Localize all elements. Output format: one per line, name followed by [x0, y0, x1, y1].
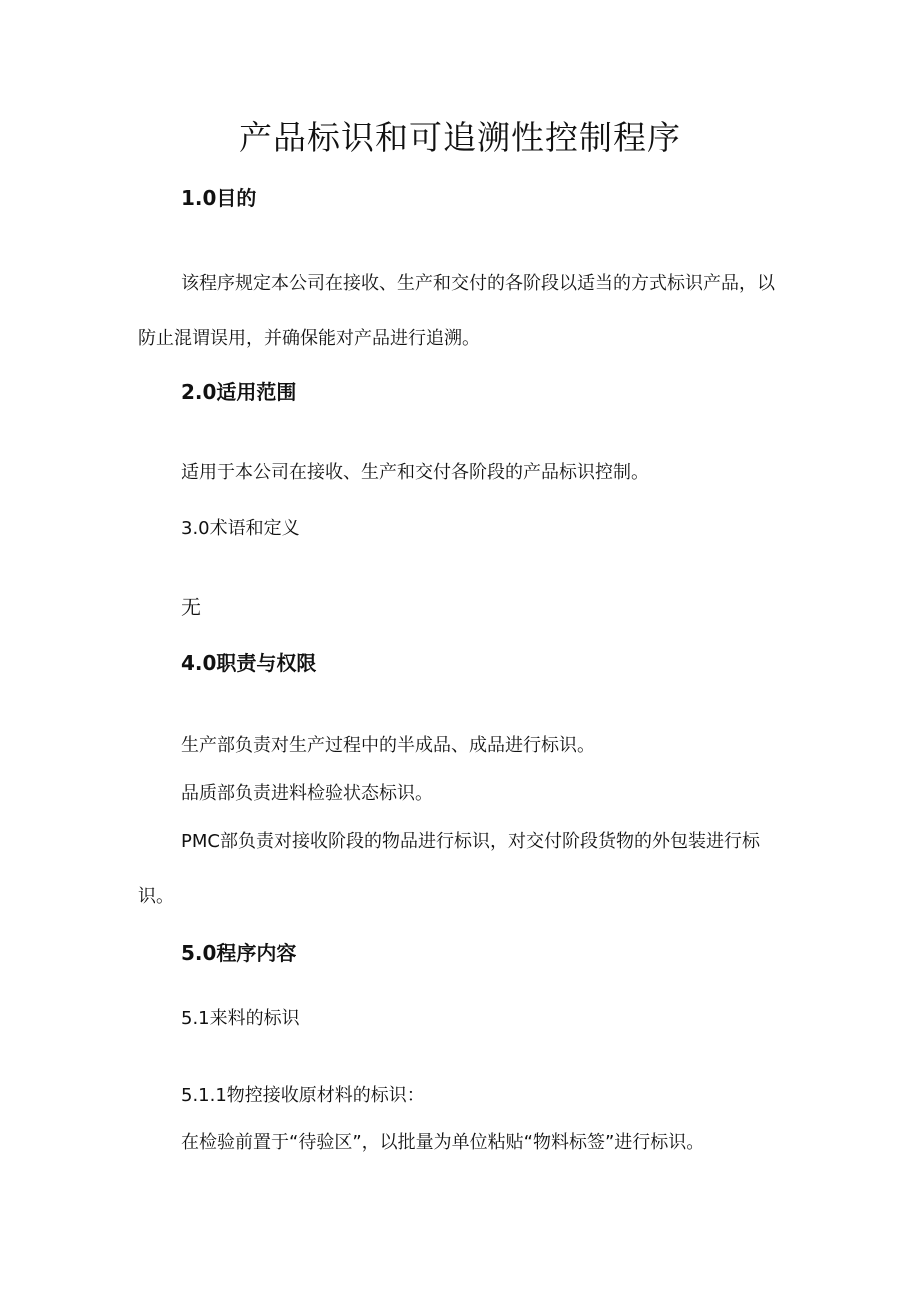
section-heading-purpose: 1.0目的: [181, 186, 257, 210]
section-body-terms: 无: [181, 595, 201, 619]
responsibility-quality: 品质部负责进料检验状态标识。: [181, 783, 433, 804]
section-heading-responsibilities: 4.0职责与权限: [181, 651, 317, 675]
section-heading-procedure: 5.0程序内容: [181, 941, 297, 965]
responsibility-production: 生产部负责对生产过程中的半成品、成品进行标识。: [181, 735, 595, 756]
responsibility-pmc: PMC部负责对接收阶段的物品进行标识，对交付阶段货物的外包装进行标识。: [138, 831, 760, 907]
section-body-purpose: 该程序规定本公司在接收、生产和交付的各阶段以适当的方式标识产品，以防止混谓误用，并确保能对产品进行追溯。: [138, 273, 775, 349]
section-heading-scope: 2.0适用范围: [181, 380, 297, 404]
raw-materials-body: 在检验前置于“待验区”，以批量为单位粘贴“物料标签”进行标识。: [181, 1132, 705, 1153]
subsection-heading-raw-materials: 5.1.1物控接收原材料的标识：: [181, 1085, 425, 1106]
subsection-heading-incoming: 5.1来料的标识: [181, 1008, 300, 1029]
document-title: 产品标识和可追溯性控制程序: [239, 118, 681, 157]
section-heading-terms: 3.0术语和定义: [181, 518, 300, 539]
section-body-scope: 适用于本公司在接收、生产和交付各阶段的产品标识控制。: [181, 462, 649, 483]
